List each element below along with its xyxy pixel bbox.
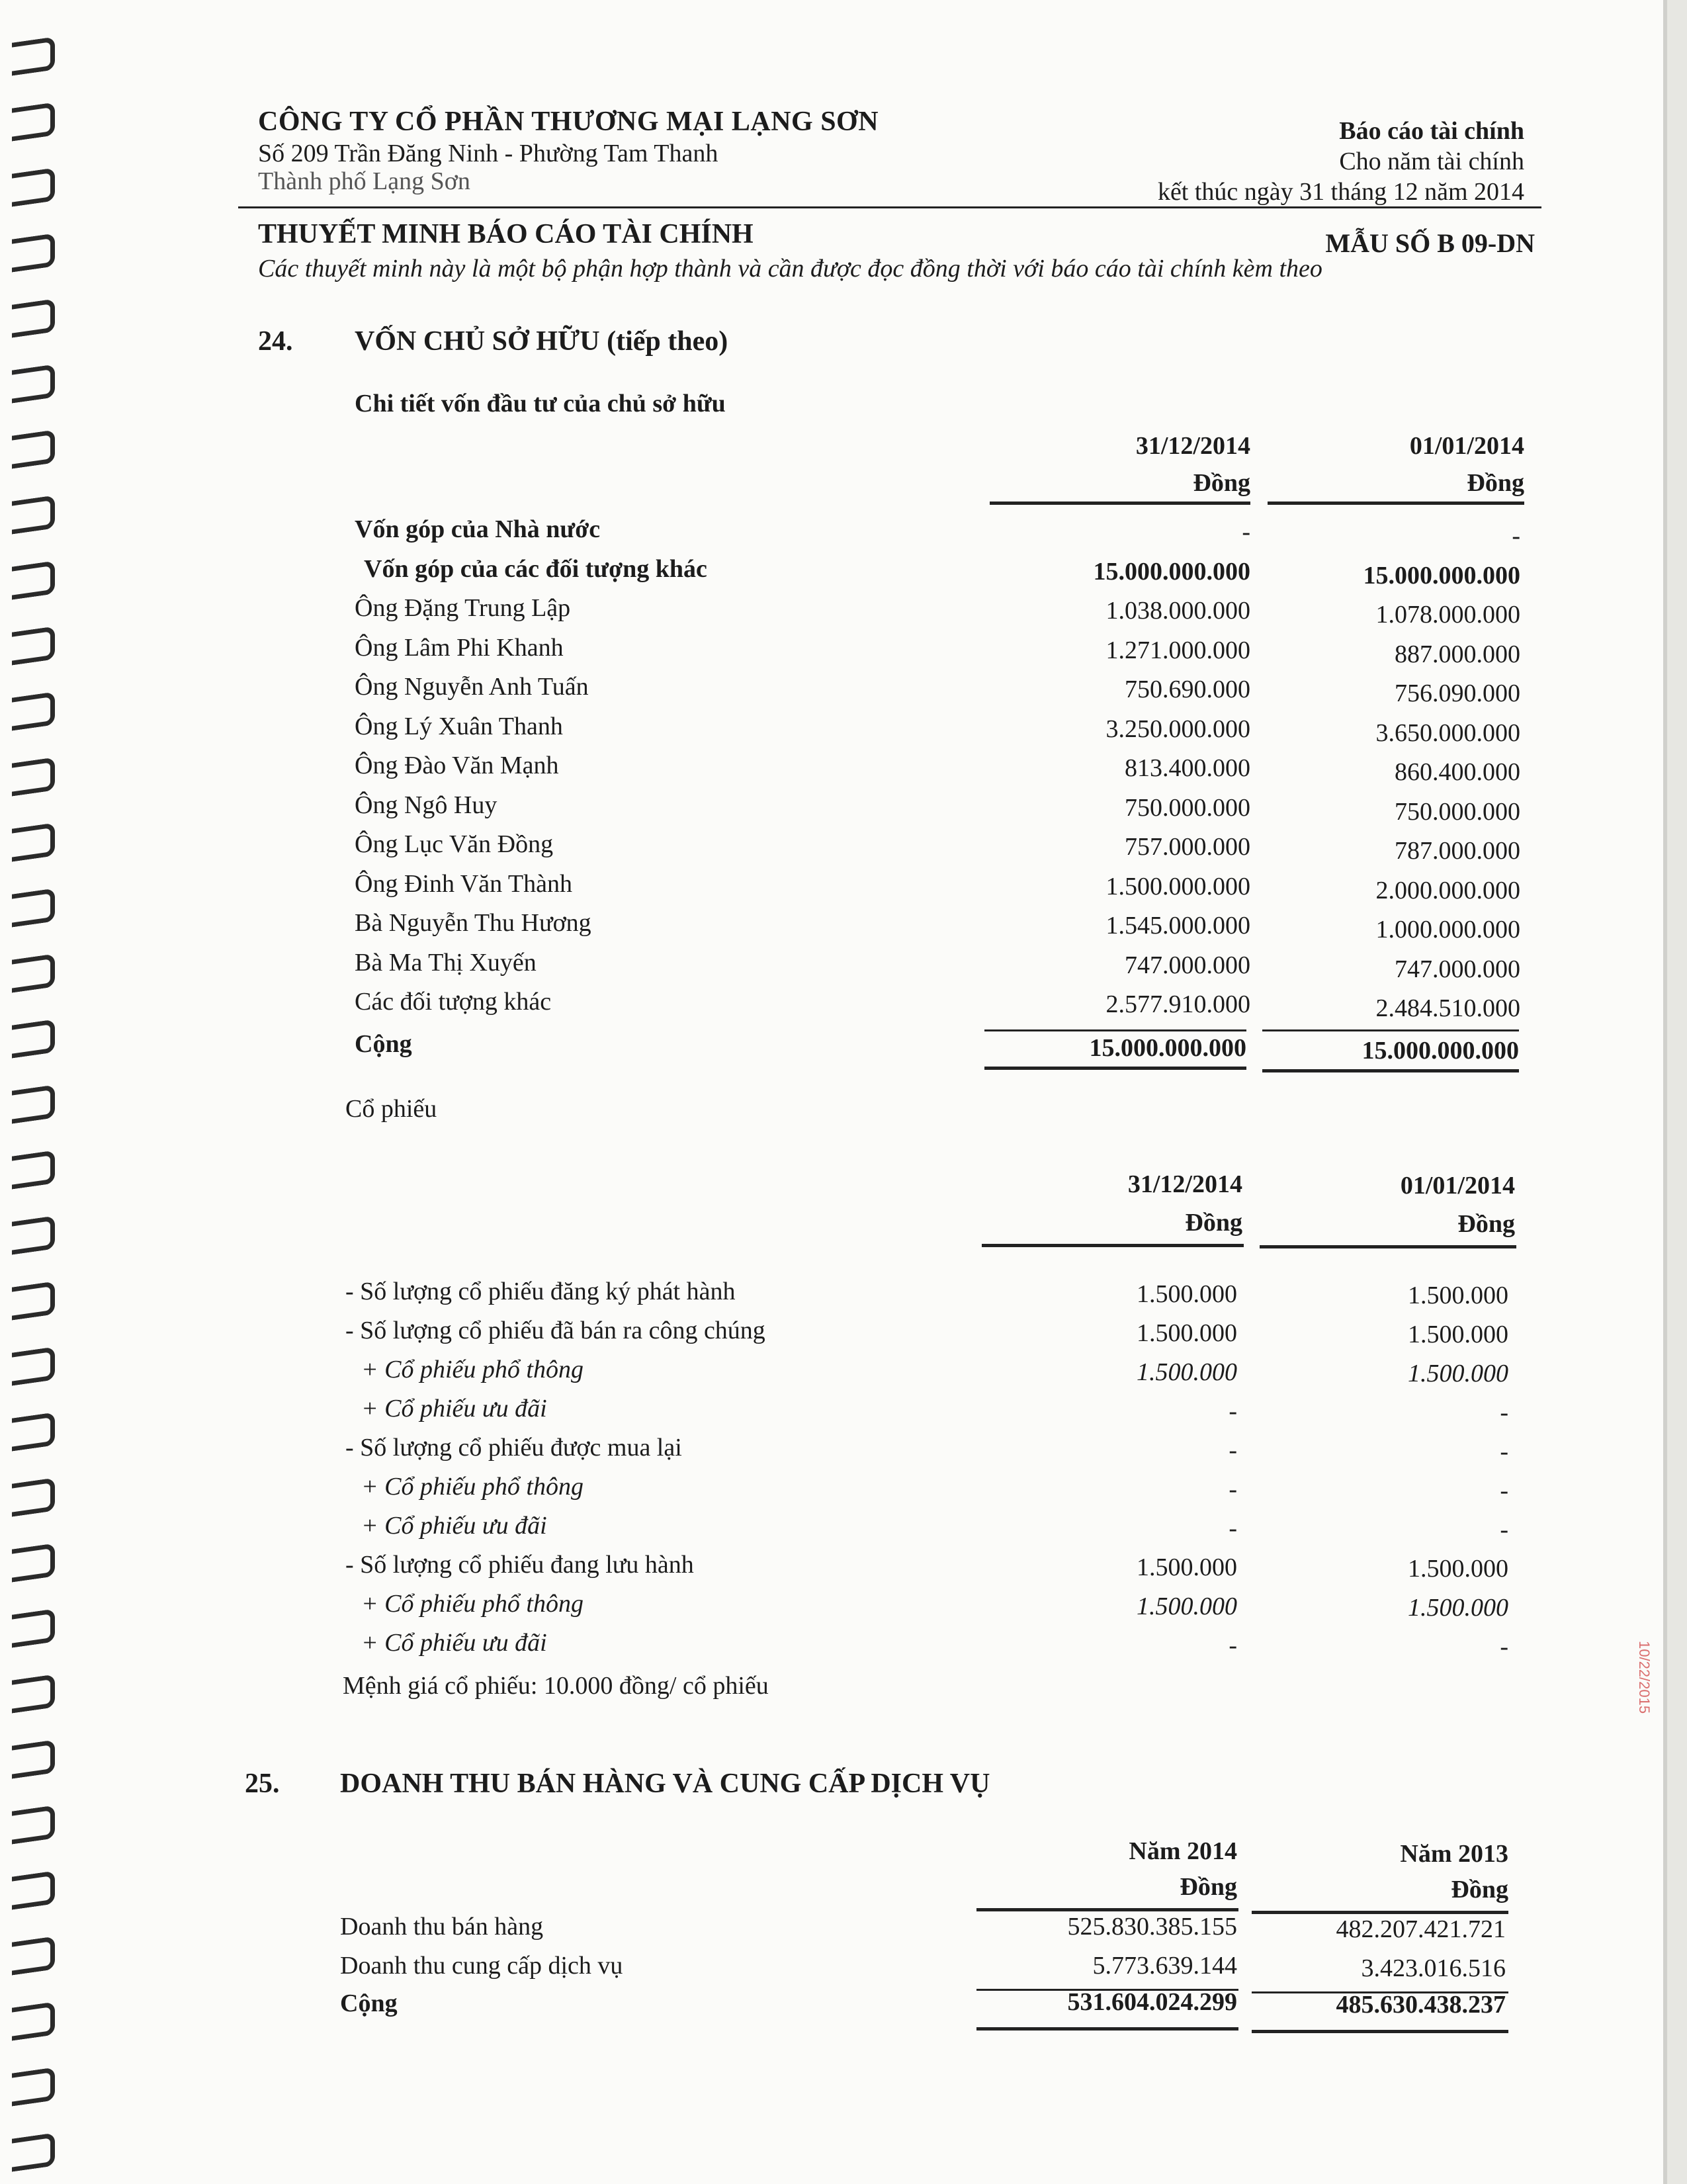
- notes-subtitle: Các thuyết minh này là một bộ phận hợp thành và cần được đọc đồng thời với báo cáo tài chính kèm theo: [258, 255, 1322, 283]
- binding-ring: [12, 495, 55, 534]
- capital-row-value-col2: -: [1512, 522, 1520, 550]
- capital-row-value-col1: 750.000.000: [1125, 793, 1250, 822]
- capital-row-value-col2: 860.400.000: [1395, 758, 1520, 786]
- capital-row-label: Ông Đinh Văn Thành: [355, 869, 572, 898]
- shares-col2-header: 01/01/2014: [1400, 1172, 1515, 1200]
- capital-row-value-col1: 2.577.910.000: [1105, 990, 1250, 1018]
- capital-row-label: Bà Ma Thị Xuyến: [355, 948, 537, 977]
- share-row-label: - Số lượng cổ phiếu được mua lại: [345, 1434, 682, 1462]
- binding-ring: [12, 298, 55, 337]
- binding-ring: [12, 626, 55, 665]
- share-row-value-col2: 1.500.000: [1408, 1282, 1508, 1309]
- capital-row-label: Bà Nguyễn Thu Hương: [355, 909, 591, 937]
- share-row-value-col2: -: [1500, 1399, 1508, 1426]
- binding-ring: [12, 1543, 55, 1582]
- header-divider: [238, 206, 1541, 208]
- binding-ring: [12, 233, 55, 272]
- share-row-label: + Cổ phiếu phổ thông: [361, 1356, 584, 1383]
- share-row-label: + Cổ phiếu ưu đãi: [361, 1395, 547, 1422]
- capital-col2-subtotal-rule: [1262, 1029, 1519, 1031]
- binding-ring: [12, 560, 55, 599]
- binding-ring: [12, 2132, 55, 2171]
- revenue-col2-header-rule: [1252, 1911, 1508, 1914]
- capital-col1-total-rule: [984, 1067, 1246, 1070]
- share-row-value-col2: 1.500.000: [1408, 1321, 1508, 1348]
- capital-total-col2: 15.000.000.000: [1362, 1037, 1519, 1065]
- capital-row-label: Các đối tượng khác: [355, 988, 552, 1016]
- capital-col2-header-rule: [1268, 502, 1524, 505]
- share-row-value-col2: -: [1500, 1477, 1508, 1505]
- shares-col2-unit: Đồng: [1457, 1210, 1515, 1238]
- binding-ring: [12, 1281, 55, 1320]
- shares-col1-unit: Đồng: [1185, 1209, 1242, 1237]
- page-edge: [1667, 0, 1687, 2184]
- binding-ring: [12, 1412, 55, 1451]
- capital-col2-header: 01/01/2014: [1409, 432, 1524, 460]
- binding-ring: [12, 1019, 55, 1058]
- share-row-value-col2: 1.500.000: [1408, 1555, 1508, 1583]
- binding-ring: [12, 364, 55, 403]
- revenue-col2-total-rule: [1252, 2030, 1508, 2033]
- shares-subtitle: Cổ phiếu: [345, 1095, 437, 1123]
- share-row-label: + Cổ phiếu ưu đãi: [361, 1512, 547, 1540]
- binding-ring: [12, 1150, 55, 1189]
- section-24-number: 24.: [258, 326, 293, 357]
- capital-row-value-col2: 2.484.510.000: [1375, 994, 1520, 1022]
- par-value: Mệnh giá cổ phiếu: 10.000 đồng/ cổ phiếu: [343, 1672, 769, 1700]
- share-row-value-col2: -: [1500, 1438, 1508, 1465]
- capital-row-label: Ông Lâm Phi Khanh: [355, 633, 564, 662]
- capital-row-label: Vốn góp của Nhà nước: [355, 515, 601, 543]
- binding-ring: [12, 1936, 55, 1975]
- binding-ring: [12, 429, 55, 468]
- page-edge-shadow: [1663, 0, 1667, 2184]
- capital-row-label: Ông Ngô Huy: [355, 791, 497, 819]
- report-period: Cho năm tài chính: [1339, 148, 1524, 175]
- shares-col1-header-rule: [982, 1244, 1244, 1247]
- revenue-total-col2: 485.630.438.237: [1336, 1991, 1506, 2019]
- capital-row-value-col1: 813.400.000: [1125, 754, 1250, 782]
- revenue-row-value-col2: 3.423.016.516: [1361, 1954, 1506, 1982]
- capital-row-value-col2: 787.000.000: [1395, 837, 1520, 865]
- company-address: Số 209 Trần Đăng Ninh - Phường Tam Thanh: [258, 140, 718, 167]
- share-row-value-col2: 1.500.000: [1408, 1360, 1508, 1387]
- capital-col1-subtotal-rule: [984, 1029, 1246, 1031]
- revenue-total-label: Cộng: [340, 1989, 398, 2017]
- revenue-row-value-col1: 5.773.639.144: [1092, 1952, 1237, 1980]
- binding-ring: [12, 1084, 55, 1123]
- capital-row-value-col1: 1.545.000.000: [1105, 912, 1250, 939]
- share-row-value-col1: -: [1229, 1632, 1237, 1659]
- revenue-total-col1: 531.604.024.299: [1067, 1988, 1237, 2016]
- capital-col1-unit: Đồng: [1193, 469, 1250, 497]
- share-row-value-col1: -: [1229, 1475, 1237, 1503]
- binding-ring: [12, 2067, 55, 2106]
- share-row-label: + Cổ phiếu phổ thông: [361, 1473, 584, 1501]
- capital-row-value-col2: 756.090.000: [1395, 679, 1520, 707]
- revenue-col1-total-rule: [976, 2027, 1238, 2031]
- binding-ring: [12, 757, 55, 796]
- binding-ring: [12, 1870, 55, 1909]
- report-end-date: kết thúc ngày 31 tháng 12 năm 2014: [1157, 178, 1524, 206]
- capital-col2-total-rule: [1262, 1069, 1519, 1072]
- capital-row-value-col2: 15.000.000.000: [1363, 561, 1520, 590]
- share-row-label: + Cổ phiếu phổ thông: [361, 1590, 584, 1618]
- section-25-title: DOANH THU BÁN HÀNG VÀ CUNG CẤP DỊCH VỤ: [340, 1769, 990, 1799]
- capital-row-value-col2: 1.078.000.000: [1375, 601, 1520, 629]
- capital-col1-header-rule: [990, 502, 1250, 505]
- capital-row-label: Ông Lý Xuân Thanh: [355, 712, 563, 740]
- share-row-value-col1: 1.500.000: [1137, 1553, 1237, 1581]
- capital-total-label: Cộng: [355, 1030, 412, 1058]
- share-row-value-col1: -: [1229, 1397, 1237, 1425]
- capital-row-value-col2: 1.000.000.000: [1375, 916, 1520, 943]
- section-25-number: 25.: [245, 1769, 280, 1799]
- binding-ring: [12, 1805, 55, 1844]
- share-row-value-col1: -: [1229, 1514, 1237, 1542]
- capital-subtitle: Chi tiết vốn đầu tư của chủ sở hữu: [355, 390, 726, 417]
- capital-row-label: Ông Đặng Trung Lập: [355, 594, 571, 622]
- capital-row-label: Ông Lục Văn Đồng: [355, 830, 554, 858]
- report-title: Báo cáo tài chính: [1339, 117, 1524, 145]
- capital-row-value-col2: 750.000.000: [1395, 797, 1520, 826]
- binding-ring: [12, 888, 55, 927]
- revenue-col1-header: Năm 2014: [1129, 1837, 1237, 1865]
- share-row-value-col1: 1.500.000: [1137, 1593, 1237, 1620]
- revenue-col2-header: Năm 2013: [1400, 1840, 1508, 1868]
- company-name: CÔNG TY CỔ PHẦN THƯƠNG MẠI LẠNG SƠN: [258, 107, 879, 137]
- side-stamp: 10/22/2015: [1636, 1641, 1653, 1714]
- capital-row-value-col2: 2.000.000.000: [1375, 876, 1520, 904]
- shares-col2-header-rule: [1260, 1245, 1516, 1248]
- revenue-row-value-col1: 525.830.385.155: [1067, 1913, 1237, 1941]
- revenue-row-value-col2: 482.207.421.721: [1336, 1915, 1506, 1943]
- capital-row-value-col1: 747.000.000: [1125, 951, 1250, 979]
- capital-col2-unit: Đồng: [1467, 469, 1524, 497]
- capital-row-label: Vốn góp của các đối tượng khác: [364, 554, 707, 583]
- capital-row-value-col1: 3.250.000.000: [1105, 715, 1250, 743]
- binding-ring: [12, 1674, 55, 1713]
- share-row-value-col2: -: [1500, 1633, 1508, 1661]
- share-row-value-col1: 1.500.000: [1137, 1358, 1237, 1386]
- capital-total-col1: 15.000.000.000: [1089, 1034, 1246, 1062]
- capital-col1-header: 31/12/2014: [1135, 432, 1250, 460]
- binding-ring: [12, 36, 55, 75]
- share-row-value-col1: 1.500.000: [1137, 1319, 1237, 1347]
- binding-ring: [12, 822, 55, 861]
- capital-row-value-col1: 15.000.000.000: [1093, 557, 1250, 586]
- binding-ring: [12, 1608, 55, 1647]
- binding-ring: [12, 1215, 55, 1254]
- share-row-label: - Số lượng cổ phiếu đang lưu hành: [345, 1551, 694, 1579]
- shares-col1-header: 31/12/2014: [1127, 1170, 1242, 1198]
- capital-row-value-col1: 1.038.000.000: [1105, 597, 1250, 625]
- revenue-row-label: Doanh thu bán hàng: [340, 1913, 544, 1941]
- revenue-row-label: Doanh thu cung cấp dịch vụ: [340, 1952, 623, 1980]
- share-row-label: - Số lượng cổ phiếu đã bán ra công chúng: [345, 1317, 765, 1344]
- binding-ring: [12, 1346, 55, 1385]
- form-number: MẪU SỐ B 09-DN: [1325, 228, 1535, 258]
- capital-row-label: Ông Nguyễn Anh Tuấn: [355, 673, 589, 701]
- capital-row-value-col1: -: [1242, 518, 1250, 546]
- spiral-binding: [0, 40, 60, 2183]
- company-city: Thành phố Lạng Sơn: [258, 167, 470, 195]
- share-row-value-col2: -: [1500, 1516, 1508, 1544]
- binding-ring: [12, 953, 55, 992]
- notes-title: THUYẾT MINH BÁO CÁO TÀI CHÍNH: [258, 219, 754, 249]
- binding-ring: [12, 2001, 55, 2040]
- capital-row-value-col2: 887.000.000: [1395, 640, 1520, 668]
- revenue-col1-header-rule: [976, 1908, 1238, 1911]
- capital-row-value-col1: 1.500.000.000: [1105, 872, 1250, 900]
- share-row-label: + Cổ phiếu ưu đãi: [361, 1629, 547, 1657]
- capital-row-value-col1: 750.690.000: [1125, 676, 1250, 703]
- binding-ring: [12, 1739, 55, 1778]
- capital-row-value-col1: 757.000.000: [1125, 833, 1250, 861]
- revenue-col1-unit: Đồng: [1180, 1873, 1237, 1901]
- share-row-value-col1: 1.500.000: [1137, 1280, 1237, 1308]
- binding-ring: [12, 1477, 55, 1516]
- capital-row-value-col2: 747.000.000: [1395, 955, 1520, 983]
- binding-ring: [12, 167, 55, 206]
- share-row-value-col1: -: [1229, 1436, 1237, 1464]
- binding-ring: [12, 102, 55, 141]
- revenue-col2-unit: Đồng: [1451, 1876, 1508, 1903]
- share-row-value-col2: 1.500.000: [1408, 1594, 1508, 1622]
- share-row-label: - Số lượng cổ phiếu đăng ký phát hành: [345, 1278, 736, 1305]
- capital-row-label: Ông Đào Văn Mạnh: [355, 752, 559, 779]
- binding-ring: [12, 691, 55, 730]
- section-24-title: VỐN CHỦ SỞ HỮU (tiếp theo): [355, 326, 728, 357]
- capital-row-value-col1: 1.271.000.000: [1105, 636, 1250, 664]
- capital-row-value-col2: 3.650.000.000: [1375, 719, 1520, 747]
